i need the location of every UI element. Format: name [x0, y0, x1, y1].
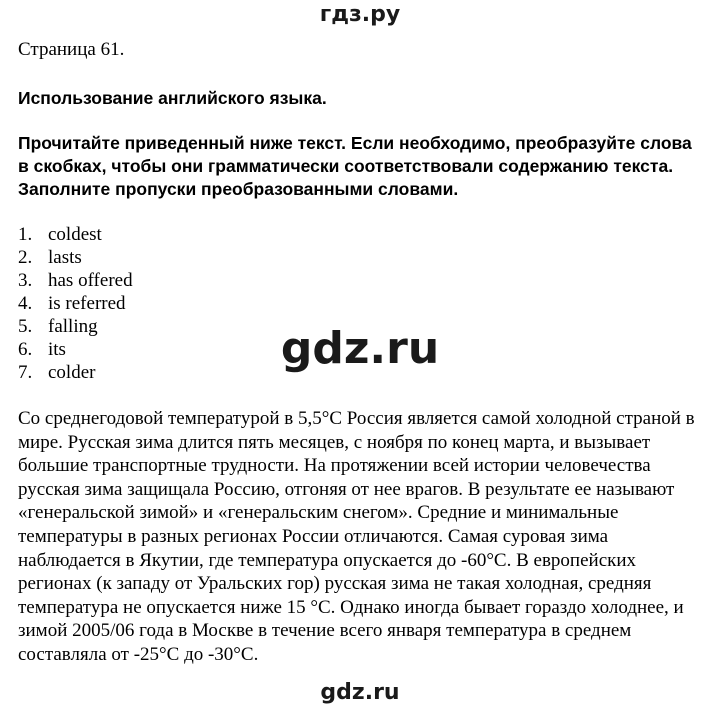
answer-text: its	[48, 339, 66, 360]
answer-number: 6.	[18, 339, 33, 360]
watermark-center: gdz.ru	[280, 323, 440, 374]
answer-text: colder	[48, 362, 96, 383]
answer-item	[18, 269, 708, 292]
site-logo-header: гдз.ру	[319, 2, 401, 27]
answer-text: lasts	[48, 247, 82, 268]
page-number: Страница 61.	[18, 39, 125, 60]
section-title: Использование английского языка.	[18, 88, 327, 108]
answer-number: 3.	[18, 270, 33, 291]
site-logo-footer: gdz.ru	[320, 680, 400, 705]
answer-item	[18, 292, 708, 315]
answer-number: 5.	[18, 316, 33, 337]
answer-number: 2.	[18, 247, 33, 268]
answer-item	[18, 223, 708, 246]
task-instructions: Прочитайте приведенный ниже текст. Если необходимо, преобразуйте слова в скобках, чтобы они грамматически соответствовали содержанию текста. Заполните пропуски преобразованными словами.	[18, 133, 692, 199]
answer-text: has offered	[48, 270, 133, 291]
answer-number: 4.	[18, 293, 33, 314]
answer-number: 7.	[18, 362, 33, 383]
answer-text: falling	[48, 316, 98, 337]
answer-text: coldest	[48, 224, 102, 245]
answer-number: 1.	[18, 224, 33, 245]
reading-text: Со среднегодовой температурой в 5,5°C Россия является самой холодной страной в мире. Русская зима длится пять месяцев, с ноября по конец марта, и вызывает большие транспортные трудности. На протяжении всей истории человечества русская зима защищала Россию, отгоняя от нее врагов. В результате ее называют «генеральской зимой» и «генеральским снегом». Средние и минимальные температуры в разных регионах России отличаются. Самая суровая зима наблюдается в Якутии, где температура опускается до -60°C. В европейских регионах (к западу от Уральских гор) русская зима не такая холодная, средняя температура не опускается ниже 15 °C. Однако иногда бывает гораздо холоднее, и зимой 2005/06 года в Москве в течение всего января температура в среднем составляла от -25°C до -30°C.	[18, 408, 695, 665]
answer-text: is referred	[48, 293, 126, 314]
answer-item	[18, 246, 708, 269]
